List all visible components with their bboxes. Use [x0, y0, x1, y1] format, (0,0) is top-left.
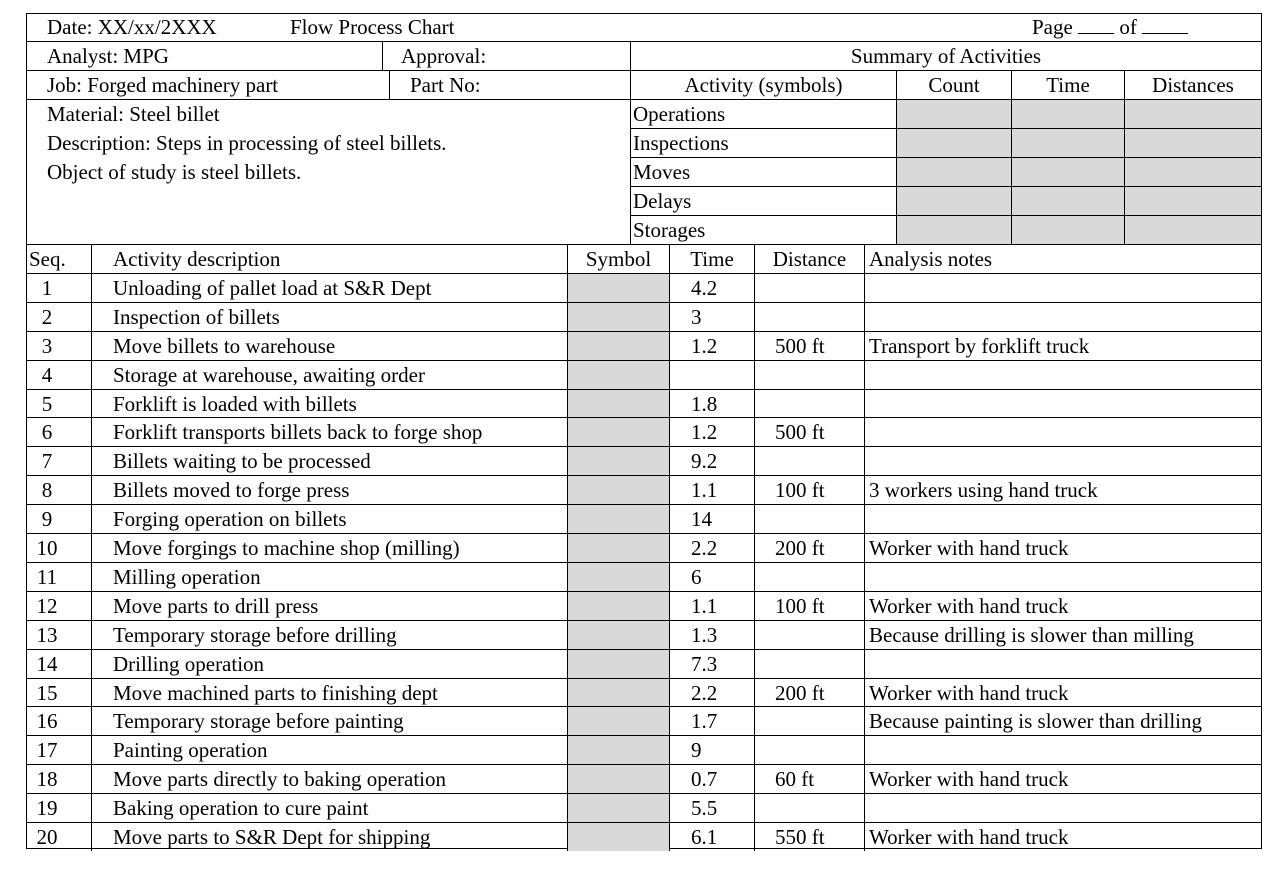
row-activity: Forklift transports billets back to forge shop: [113, 420, 483, 444]
row-notes: Because drilling is slower than milling: [869, 623, 1194, 647]
col-header-seq: Seq.: [29, 247, 66, 271]
row-activity: Forklift is loaded with billets: [113, 392, 357, 416]
summary-col-count: Count: [928, 73, 980, 97]
row-activity: Move billets to warehouse: [113, 334, 336, 358]
chart-title: Flow Process Chart: [290, 15, 455, 39]
row-seq: 4: [41, 363, 53, 387]
row-seq: 10: [36, 536, 58, 560]
summary-col-time: Time: [1046, 73, 1090, 97]
summary-row-inspections: Inspections: [633, 131, 729, 155]
row-time: 6.1: [691, 825, 718, 849]
row-activity: Billets moved to forge press: [113, 478, 350, 502]
summary-row-storages: Storages: [633, 218, 706, 242]
row-seq: 19: [36, 796, 58, 820]
row-distance: 60 ft: [775, 767, 815, 791]
row-seq: 5: [41, 392, 53, 416]
row-time: 1.2: [691, 334, 718, 358]
row-symbol-cell: [568, 707, 669, 734]
row-distance: 550 ft: [775, 825, 825, 849]
row-time: 1.7: [691, 709, 718, 733]
description-line-1: Description: Steps in processing of steel billets.: [47, 131, 447, 155]
row-activity: Temporary storage before painting: [113, 709, 404, 733]
row-seq: 15: [36, 681, 58, 705]
job-field: Job: Forged machinery part: [47, 73, 279, 97]
row-symbol-cell: [568, 418, 669, 445]
row-time: 9.2: [691, 449, 718, 473]
row-seq: 14: [36, 652, 58, 676]
row-symbol-cell: [568, 476, 669, 503]
row-distance: 500 ft: [775, 420, 825, 444]
approval-field: Approval:: [401, 44, 487, 68]
row-activity: Drilling operation: [113, 652, 265, 676]
row-time: 0.7: [691, 767, 718, 791]
row-distance: 200 ft: [775, 536, 825, 560]
row-symbol-cell: [568, 534, 669, 561]
row-symbol-cell: [568, 765, 669, 792]
row-distance: 100 ft: [775, 478, 825, 502]
row-seq: 13: [36, 623, 58, 647]
row-time: 5.5: [691, 796, 718, 820]
row-symbol-cell: [568, 505, 669, 532]
row-notes: Worker with hand truck: [869, 767, 1069, 791]
row-activity: Painting operation: [113, 738, 268, 762]
row-time: 1.3: [691, 623, 718, 647]
row-time: 3: [691, 305, 702, 329]
row-symbol-cell: [568, 679, 669, 706]
row-time: 1.1: [691, 594, 718, 618]
row-seq: 7: [41, 449, 53, 473]
page-label: Page: [1032, 15, 1073, 39]
part-no-field: Part No:: [410, 73, 481, 97]
row-seq: 16: [36, 709, 58, 733]
row-activity: Forging operation on billets: [113, 507, 347, 531]
row-activity: Move machined parts to finishing dept: [113, 681, 438, 705]
page-number-field: [1032, 13, 1188, 42]
row-symbol-cell: [568, 794, 669, 821]
analyst-field: Analyst: MPG: [47, 44, 169, 68]
row-activity: Baking operation to cure paint: [113, 796, 369, 820]
row-time: 1.1: [691, 478, 718, 502]
row-activity: Move parts to S&R Dept for shipping: [113, 825, 431, 849]
row-seq: 17: [36, 738, 58, 762]
summary-row-operations: Operations: [633, 102, 726, 126]
row-activity: Inspection of billets: [113, 305, 280, 329]
col-header-time: Time: [690, 247, 734, 271]
row-symbol-cell: [568, 823, 669, 850]
row-activity: Move parts directly to baking operation: [113, 767, 446, 791]
row-time: 9: [691, 738, 702, 762]
col-header-symbol: Symbol: [585, 247, 652, 271]
row-activity: Temporary storage before drilling: [113, 623, 397, 647]
row-symbol-cell: [568, 563, 669, 590]
col-header-distance: Distance: [772, 247, 847, 271]
row-notes: Worker with hand truck: [869, 536, 1069, 560]
flow-process-chart: [26, 13, 1262, 849]
row-activity: Storage at warehouse, awaiting order: [113, 363, 425, 387]
row-activity: Milling operation: [113, 565, 261, 589]
row-time: 2.2: [691, 536, 718, 560]
of-label: of: [1119, 15, 1137, 39]
row-time: 7.3: [691, 652, 718, 676]
row-time: 14: [691, 507, 712, 531]
col-header-activity: Activity description: [113, 247, 281, 271]
row-activity: Move parts to drill press: [113, 594, 319, 618]
row-time: 4.2: [691, 276, 718, 300]
row-symbol-cell: [568, 650, 669, 677]
row-distance: 500 ft: [775, 334, 825, 358]
description-line-2: Object of study is steel billets.: [47, 160, 302, 184]
col-header-notes: Analysis notes: [869, 247, 993, 271]
row-seq: 3: [41, 334, 53, 358]
row-time: 6: [691, 565, 702, 589]
row-seq: 20: [36, 825, 58, 849]
row-seq: 2: [41, 305, 53, 329]
row-symbol-cell: [568, 303, 669, 330]
row-seq: 18: [36, 767, 58, 791]
summary-row-delays: Delays: [633, 189, 692, 213]
summary-row-moves: Moves: [633, 160, 691, 184]
row-notes: 3 workers using hand truck: [869, 478, 1098, 502]
row-symbol-cell: [568, 592, 669, 619]
row-symbol-cell: [568, 447, 669, 474]
summary-title: Summary of Activities: [850, 44, 1042, 68]
row-seq: 11: [36, 565, 58, 589]
row-seq: 1: [41, 276, 53, 300]
row-symbol-cell: [568, 361, 669, 388]
row-seq: 6: [41, 420, 53, 444]
row-symbol-cell: [568, 390, 669, 417]
row-notes: Transport by forklift truck: [869, 334, 1090, 358]
row-time: 1.8: [691, 392, 718, 416]
row-symbol-cell: [568, 736, 669, 763]
row-activity: Move forgings to machine shop (milling): [113, 536, 460, 560]
row-notes: Worker with hand truck: [869, 681, 1069, 705]
row-seq: 12: [36, 594, 58, 618]
row-symbol-cell: [568, 274, 669, 301]
material-field: Material: Steel billet: [47, 102, 220, 126]
row-notes: Worker with hand truck: [869, 594, 1069, 618]
summary-col-distances: Distances: [1152, 73, 1234, 97]
row-distance: 200 ft: [775, 681, 825, 705]
row-activity: Unloading of pallet load at S&R Dept: [113, 276, 432, 300]
row-symbol-cell: [568, 621, 669, 648]
row-seq: 8: [41, 478, 53, 502]
row-time: 2.2: [691, 681, 718, 705]
row-symbol-cell: [568, 332, 669, 359]
row-notes: Because painting is slower than drilling: [869, 709, 1203, 733]
summary-col-activity: Activity (symbols): [684, 73, 843, 97]
row-distance: 100 ft: [775, 594, 825, 618]
row-notes: Worker with hand truck: [869, 825, 1069, 849]
date-field: Date: XX/xx/2XXX: [47, 15, 217, 39]
row-activity: Billets waiting to be processed: [113, 449, 371, 473]
row-time: 1.2: [691, 420, 718, 444]
row-seq: 9: [41, 507, 53, 531]
